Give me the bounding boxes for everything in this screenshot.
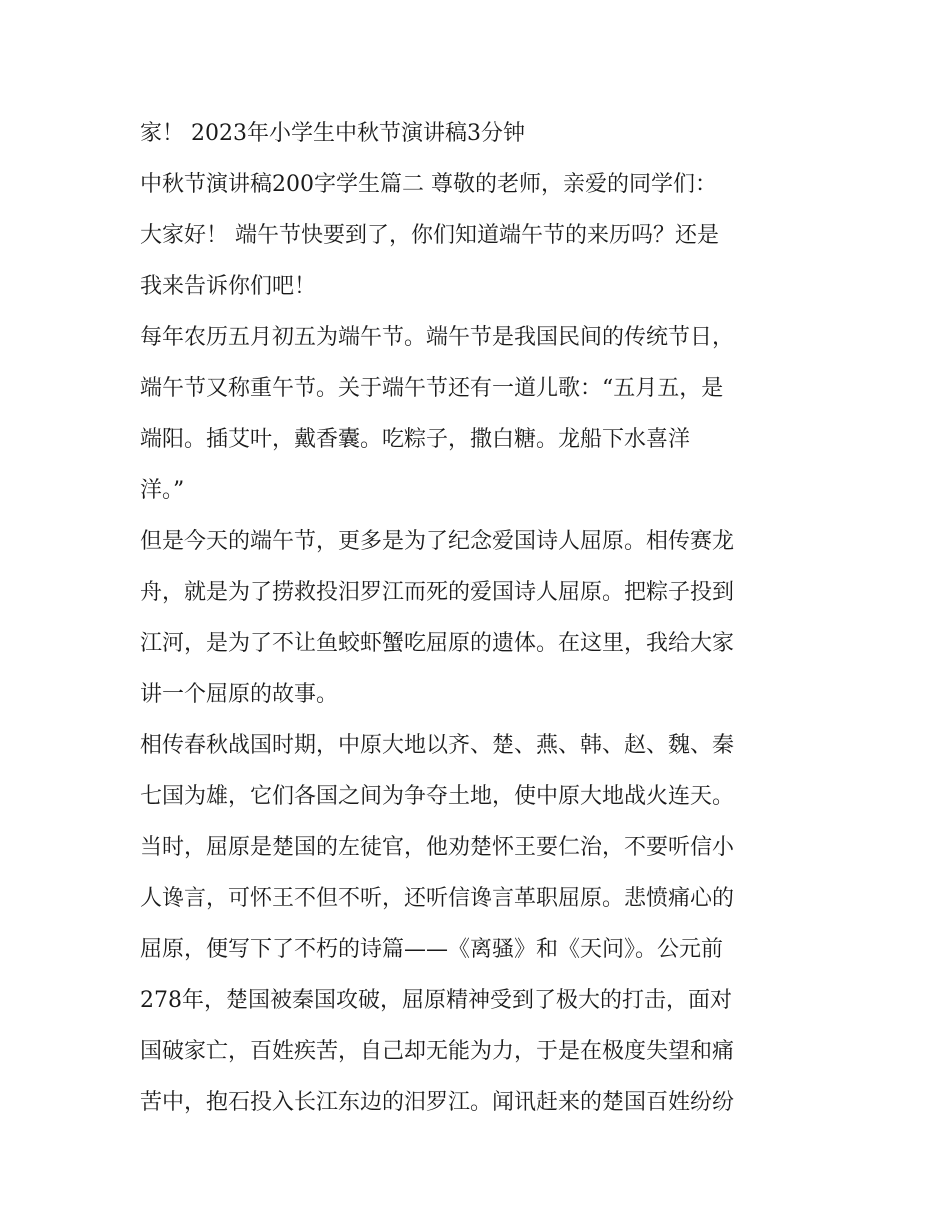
text-line: 我来告诉你们吧！	[140, 274, 317, 299]
text-line: 国破家亡，百姓疾苦，自己却无能为力，于是在极度失望和痛	[140, 1039, 735, 1064]
text-line: 洋。”	[140, 478, 185, 503]
text-line: 278年，楚国被秦国攻破，屈原精神受到了极大的打击，面对	[140, 988, 732, 1013]
text-line: 端午节又称重午节。关于端午节还有一道儿歌：“五月五，是	[140, 376, 724, 401]
text-line: 当时，屈原是楚国的左徒官，他劝楚怀王要仁治，不要听信小	[140, 835, 735, 860]
text-line: 相传春秋战国时期，中原大地以齐、楚、燕、韩、赵、魏、秦	[140, 733, 735, 758]
text-line: 大家好！ 端午节快要到了，你们知道端午节的来历吗？还是	[140, 223, 719, 248]
document-body	[140, 108, 820, 1128]
text-line: 七国为雄，它们各国之间为争夺土地，使中原大地战火连天。	[140, 784, 735, 809]
text-line: 每年农历五月初五为端午节。端午节是我国民间的传统节日，	[140, 325, 735, 350]
text-line: 讲一个屈原的故事。	[140, 682, 339, 707]
text-line: 端阳。插艾叶，戴香囊。吃粽子，撒白糖。龙船下水喜洋	[140, 427, 691, 452]
text-line: 但是今天的端午节，更多是为了纪念爱国诗人屈原。相传赛龙	[140, 529, 735, 554]
text-line: 舟，就是为了捞救投汨罗江而死的爱国诗人屈原。把粽子投到	[140, 580, 735, 605]
text-line: 家！ 2023年小学生中秋节演讲稿3分钟	[140, 121, 525, 146]
text-line: 江河，是为了不让鱼蛟虾蟹吃屈原的遗体。在这里，我给大家	[140, 631, 735, 656]
text-line: 人谗言，可怀王不但不听，还听信谗言革职屈原。悲愤痛心的	[140, 886, 735, 911]
text-line: 中秋节演讲稿200字学生篇二 尊敬的老师，亲爱的同学们：	[140, 172, 717, 197]
text-line: 屈原，便写下了不朽的诗篇——《离骚》和《天问》。公元前	[140, 937, 724, 962]
text-line: 苦中，抱石投入长江东边的汨罗江。闻讯赶来的楚国百姓纷纷	[140, 1090, 735, 1115]
